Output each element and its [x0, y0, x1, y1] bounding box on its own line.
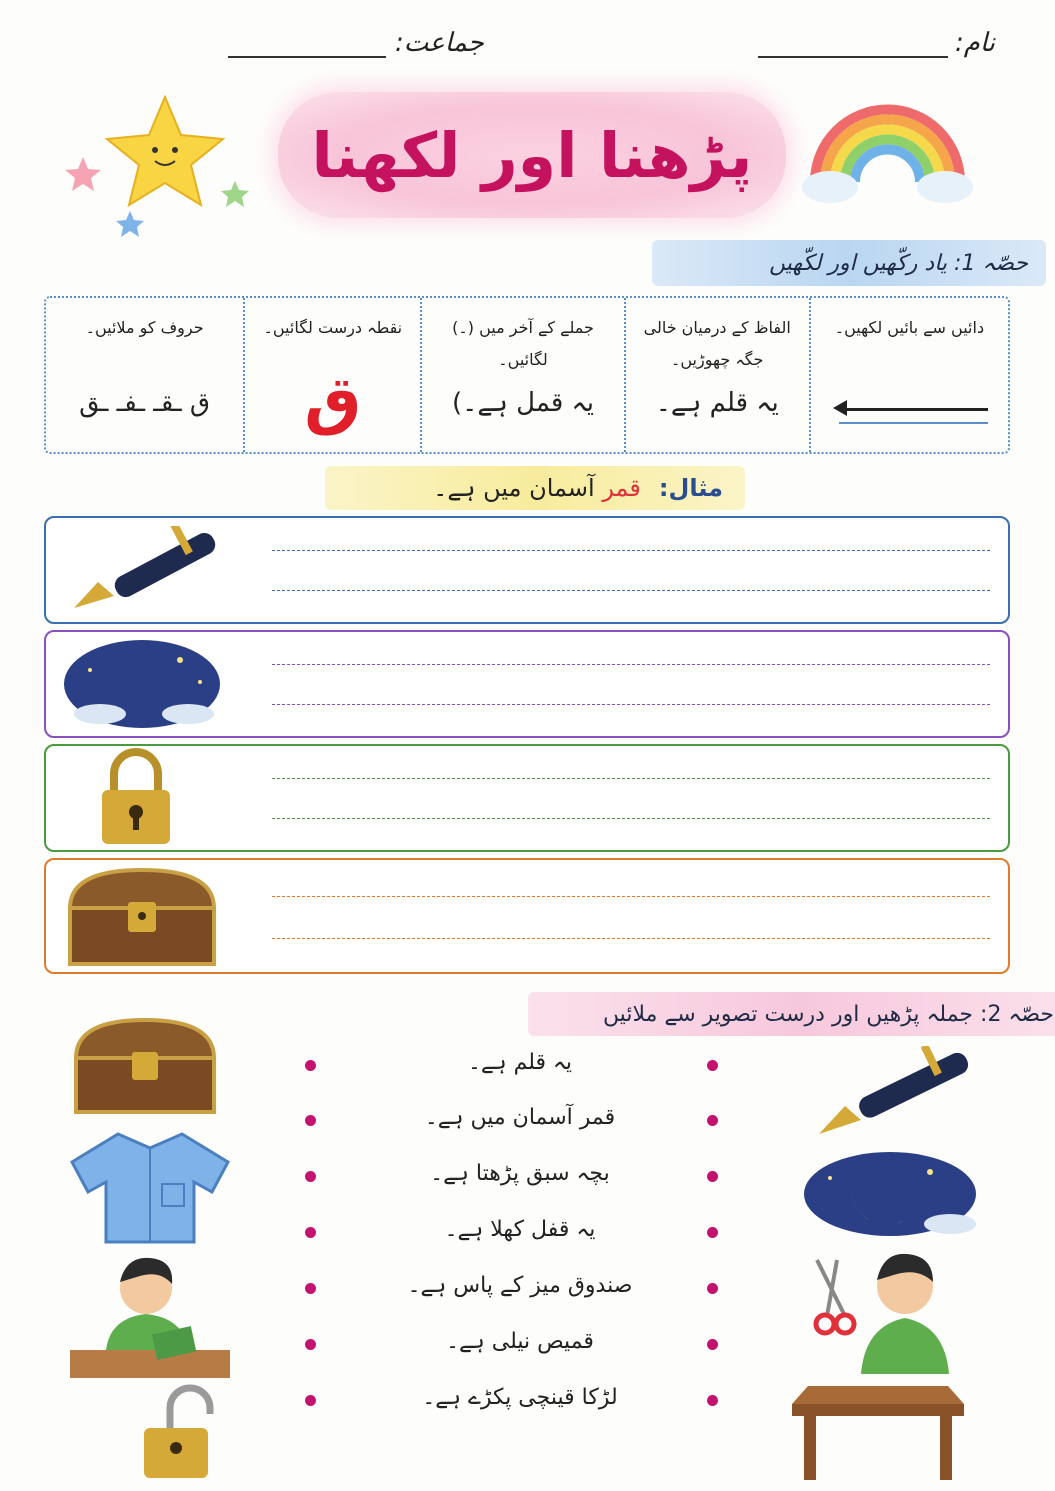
boy-with-scissors-icon[interactable] [805, 1246, 955, 1376]
match-dot-left[interactable] [305, 1283, 316, 1294]
writing-row [44, 744, 1010, 852]
match-dot-left[interactable] [305, 1171, 316, 1182]
instruction-cell [809, 298, 1008, 452]
writing-line[interactable] [272, 550, 990, 551]
instruction-example: یہ قمل ہے۔) [452, 388, 595, 418]
match-dot-left[interactable] [305, 1115, 316, 1126]
instruction-example: ق ـقـ ـفـ ـق [79, 388, 211, 418]
class-label: جماعت: [395, 28, 484, 58]
match-dot-left[interactable] [305, 1060, 316, 1071]
instruction-example: یہ قلم ہے۔ [655, 388, 779, 418]
writing-line[interactable] [272, 938, 990, 939]
match-sentence: قمر آسمان میں ہے۔ [424, 1105, 616, 1130]
match-sentence: قمیص نیلی ہے۔ [446, 1329, 594, 1354]
open-padlock-icon[interactable] [140, 1384, 220, 1484]
rainbow-icon [800, 92, 975, 207]
instruction-text: جملے کے آخر میں (۔) لگائیں۔ [452, 318, 594, 369]
match-sentence: یہ قلم ہے۔ [467, 1050, 573, 1075]
match-dot-left[interactable] [305, 1227, 316, 1238]
example-banner [325, 466, 745, 510]
section-1-heading: حصّہ 1: یاد رکّھیں اور لکّھیں [652, 240, 1046, 286]
writing-line[interactable] [272, 664, 990, 665]
shirt-icon[interactable] [68, 1128, 233, 1246]
instruction-text: نقطہ درست لگائیں۔ [263, 318, 403, 337]
page-title: پڑھنا اور لکھنا [311, 118, 753, 192]
arrow-head-icon [833, 400, 847, 416]
writing-line[interactable] [272, 590, 990, 591]
instruction-text: دائیں سے بائیں لکھیں۔ [834, 318, 985, 337]
match-sentence: صندوق میز کے پاس ہے۔ [407, 1273, 633, 1298]
letter-qaf: ق [304, 364, 362, 438]
instruction-text: الفاظ کے درمیان خالی جگہ چھوڑیں۔ [643, 318, 791, 369]
writing-row [44, 516, 1010, 624]
fountain-pen-icon [70, 526, 220, 614]
writing-line[interactable] [272, 704, 990, 705]
name-label: نام: [955, 28, 996, 58]
match-dot-left[interactable] [305, 1339, 316, 1350]
writing-line[interactable] [272, 818, 990, 819]
writing-row [44, 630, 1010, 738]
boy-reading-icon[interactable] [70, 1250, 235, 1380]
match-sentence: لڑکا قینچی پکڑے ہے۔ [422, 1385, 618, 1410]
instruction-cell [624, 298, 809, 452]
example-label: مثال: [658, 474, 723, 502]
arrow-icon [839, 408, 988, 411]
match-sentence: یہ قفل کھلا ہے۔ [444, 1217, 596, 1242]
instruction-text: حروف کو ملائیں۔ [85, 318, 204, 337]
fountain-pen-icon[interactable] [815, 1046, 975, 1138]
treasure-chest-icon[interactable] [70, 1016, 220, 1116]
class-field[interactable] [228, 56, 386, 58]
example-word: قمر [602, 474, 641, 502]
stars-decoration-icon [55, 95, 255, 245]
writing-line[interactable] [272, 778, 990, 779]
name-field[interactable] [758, 56, 948, 58]
treasure-chest-icon [62, 864, 222, 968]
section-2-heading: حصّہ 2: جملہ پڑھیں اور درست تصویر سے ملائیں [528, 992, 1055, 1036]
instruction-cell [46, 298, 243, 452]
padlock-icon [96, 748, 176, 848]
moon-icon [60, 636, 225, 732]
writing-line[interactable] [272, 896, 990, 897]
writing-row [44, 858, 1010, 974]
instruction-cell [243, 298, 420, 452]
example-sentence: آسمان میں ہے۔ [433, 474, 595, 502]
match-sentence: بچہ سبق پڑھتا ہے۔ [430, 1161, 610, 1186]
table-icon[interactable] [788, 1378, 966, 1482]
instruction-cell [420, 298, 623, 452]
match-dot-left[interactable] [305, 1395, 316, 1406]
guide-line [839, 422, 988, 424]
instructions-table [44, 296, 1010, 454]
moon-icon[interactable] [800, 1148, 980, 1240]
